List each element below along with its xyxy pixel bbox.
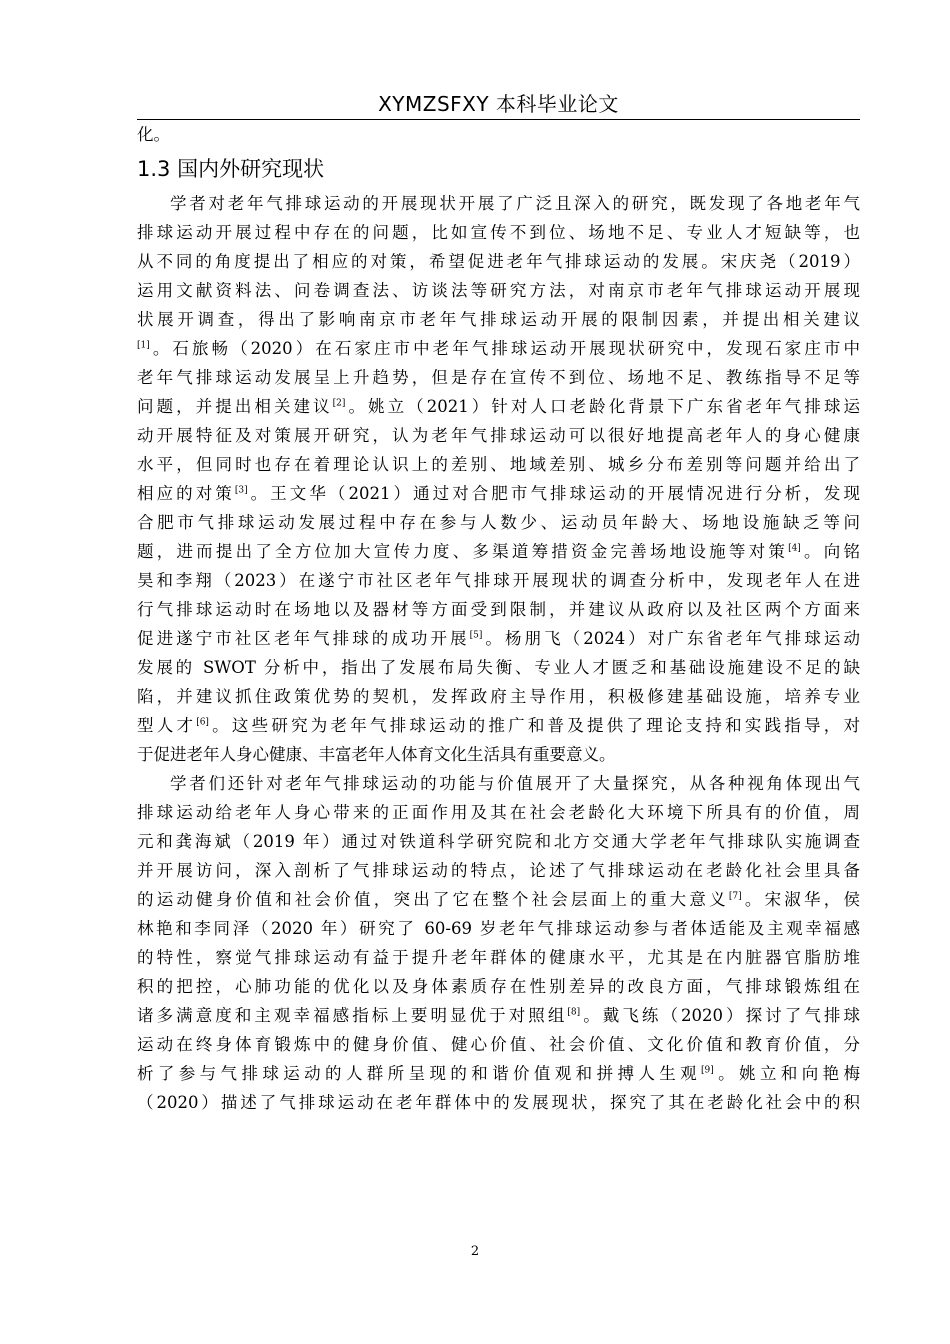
text-line: 积的把控，心肺功能的优化以及身体素质存在性别差异的改良方面，气排球锻炼组在 — [137, 977, 860, 996]
text-line: 从不同的角度提出了相应的对策，希望促进老年气排球运动的发展。宋庆尧（2019） — [137, 252, 860, 271]
text-line: 并开展访问，深入剖析了气排球运动的特点，论述了气排球运动在老龄化社会里具备 — [137, 861, 860, 880]
text-line: 题，进而提出了全方位加大宣传力度、多渠道筹措资金完善场地设施等对策[4]。向铭 — [137, 542, 861, 561]
text-line: 促进遂宁市社区老年气排球的成功开展[5]。杨朋飞（2024）对广东省老年气排球运动 — [137, 629, 860, 648]
text-line: 元和龚海斌（2019 年）通过对铁道科学研究院和北方交通大学老年气排球队实施调查 — [137, 832, 860, 851]
text-line: 型人才[6]。这些研究为老年气排球运动的推广和普及提供了理论支持和实践指导，对 — [137, 716, 860, 735]
paragraph-1 — [137, 189, 860, 769]
text-line: 的特性，察觉气排球运动有益于提升老年群体的健康水平，尤其是在内脏器官脂肪堆 — [137, 948, 860, 967]
running-header: XYMZSFXY 本科毕业论文 — [378, 92, 619, 116]
text-line: 于促进老年人身心健康、丰富老年人体育文化生活具有重要意义。 — [137, 745, 616, 764]
text-line: 运用文献资料法、问卷调查法、访谈法等研究方法，对南京市老年气排球运动开展现 — [137, 281, 860, 300]
text-line: 合肥市气排球运动发展过程中存在参与人数少、运动员年龄大、场地设施缺乏等问 — [137, 513, 860, 532]
text-line: 林艳和李同泽（2020 年）研究了 60-69 岁老年气排球运动参与者体适能及主观幸福感 — [137, 919, 860, 938]
text-line: 析了参与气排球运动的人群所呈现的和谐价值观和拼搏人生观[9]。姚立和向艳梅 — [137, 1064, 861, 1083]
text-line: 动开展特征及对策展开研究，认为老年气排球运动可以很好地提高老年人的身心健康 — [137, 426, 860, 445]
text-line: 诸多满意度和主观幸福感指标上要明显优于对照组[8]。戴飞练（2020）探讨了气排球 — [137, 1006, 860, 1025]
text-line: 发展的 SWOT 分析中，指出了发展布局失衡、专业人才匮乏和基础设施建设不足的缺 — [137, 658, 860, 677]
text-line: 相应的对策[3]。王文华（2021）通过对合肥市气排球运动的开展情况进行分析，发现 — [137, 484, 860, 503]
text-line: 老年气排球运动发展呈上升趋势，但是存在宣传不到位、场地不足、教练指导不足等 — [137, 368, 860, 387]
page-number: 2 — [470, 1244, 480, 1259]
text-line: （2020）描述了气排球运动在老年群体中的发展现状，探究了其在老龄化社会中的积 — [137, 1093, 860, 1112]
text-line: 排球运动给老年人身心带来的正面作用及其在社会老龄化大环境下所具有的价值，周 — [137, 803, 860, 822]
body-text — [137, 120, 860, 1117]
paragraph-2 — [137, 769, 860, 1117]
text-line: 状展开调查，得出了影响南京市老年气排球运动开展的限制因素，并提出相关建议 — [137, 310, 860, 329]
text-line: 陷，并建议抓住政策优势的契机，发挥政府主导作用，积极修建基础设施，培养专业 — [137, 687, 860, 706]
text-line: 排球运动开展过程中存在的问题，比如宣传不到位、场地不足、专业人才短缺等，也 — [137, 223, 860, 242]
text-line: 行气排球运动时在场地以及器材等方面受到限制，并建议从政府以及社区两个方面来 — [137, 600, 860, 619]
text-line: 运动在终身体育锻炼中的健身价值、健心价值、社会价值、文化价值和教育价值，分 — [137, 1035, 860, 1054]
text-line: [1]。石旅畅（2020）在石家庄市中老年气排球运动开展现状研究中，发现石家庄市中 — [137, 339, 860, 358]
text-line: 问题，并提出相关建议[2]。姚立（2021）针对人口老龄化背景下广东省老年气排球运 — [137, 397, 861, 416]
text-line: 水平，但同时也存在着理论认识上的差别、地域差别、城乡分布差别等问题并给出了 — [137, 455, 860, 474]
text-line: 昊和李翔（2023）在遂宁市社区老年气排球开展现状的调查分析中，发现老年人在进 — [137, 571, 860, 590]
section-heading: 1.3 国内外研究现状 — [137, 157, 325, 181]
text-line: 学者们还针对老年气排球运动的功能与价值展开了大量探究，从各种视角体现出气 — [170, 774, 860, 793]
text-line: 学者对老年气排球运动的开展现状开展了广泛且深入的研究，既发现了各地老年气 — [170, 194, 860, 213]
text-line: 的运动健身价值和社会价值，突出了它在整个社会层面上的重大意义[7]。宋淑华，侯 — [137, 890, 861, 909]
continuation-line: 化。 — [137, 125, 170, 144]
